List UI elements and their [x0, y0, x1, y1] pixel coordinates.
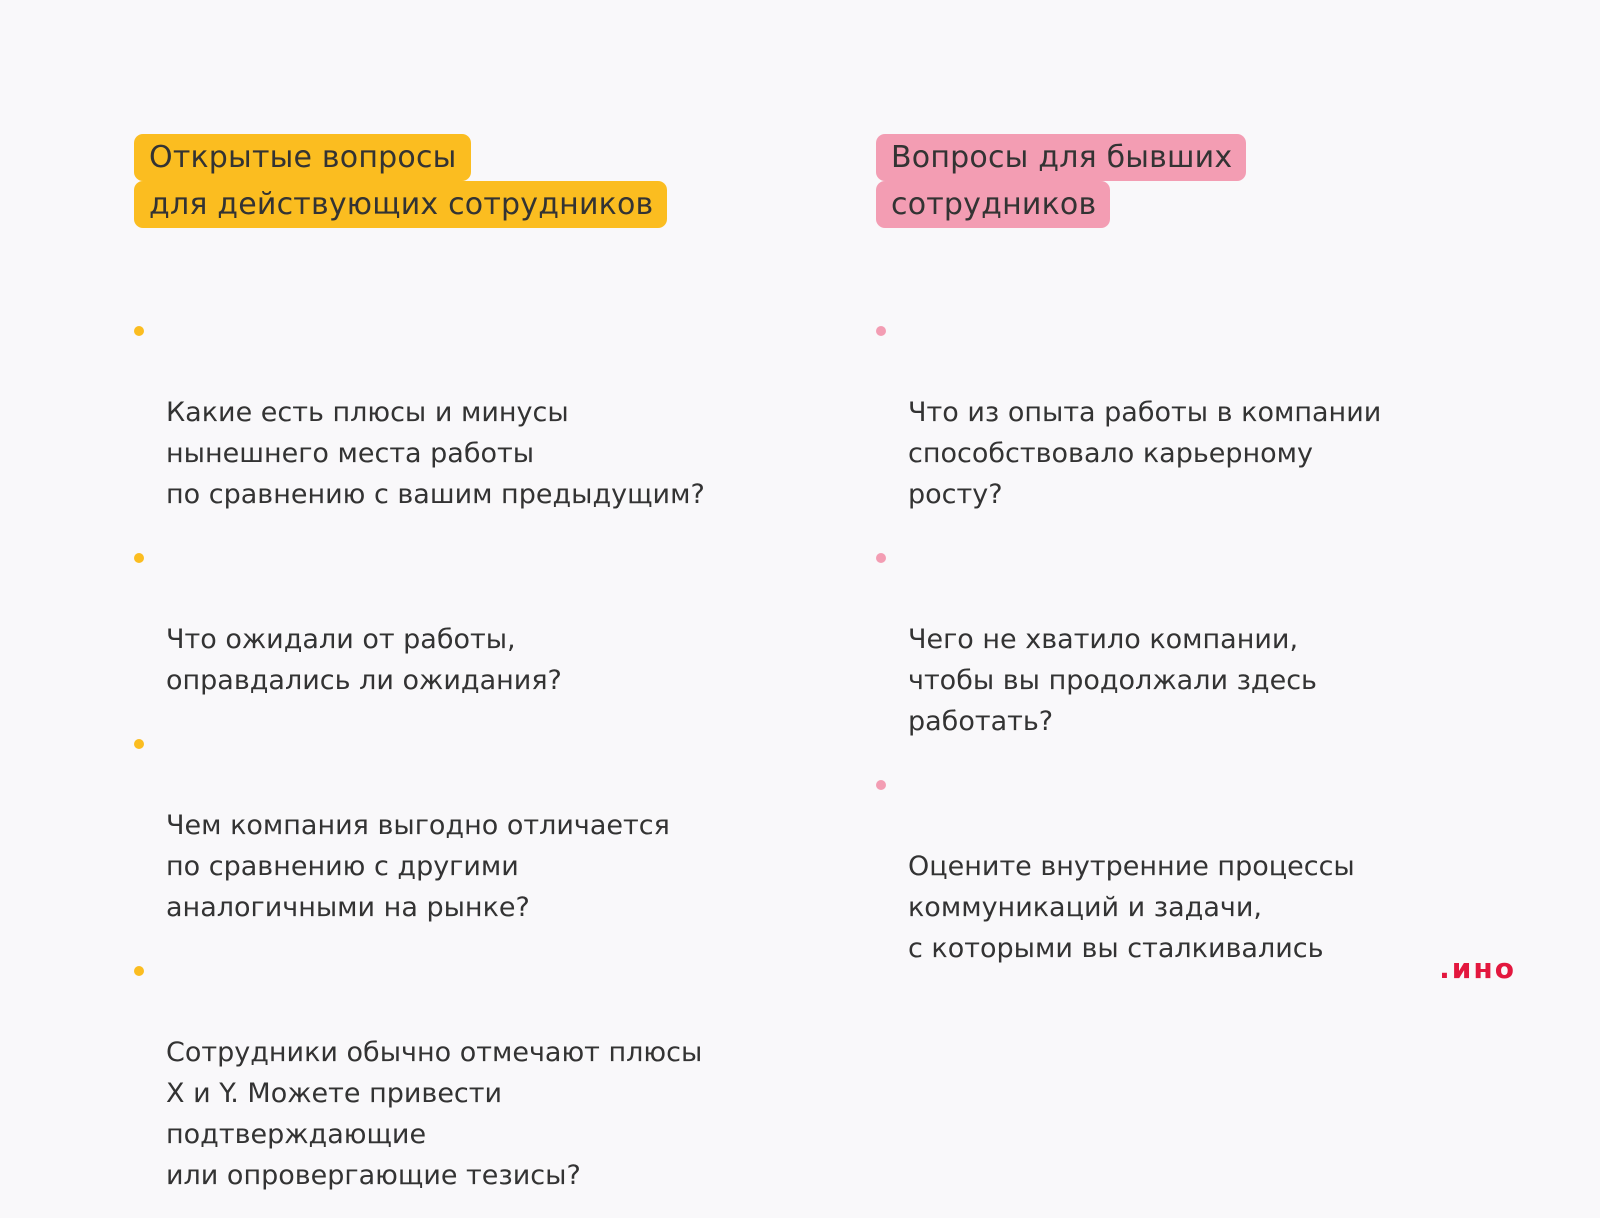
list-item	[134, 723, 705, 928]
bullet-dot-icon	[876, 553, 886, 563]
bullet-dot-icon	[876, 780, 886, 790]
list-item	[134, 950, 705, 1196]
current-employees-question-list	[134, 310, 705, 1218]
question-text: Что из опыта работы в компании способствовало карьерному росту?	[908, 397, 1382, 510]
former-employees-question-list	[876, 310, 1381, 991]
bullet-dot-icon	[134, 739, 144, 749]
bullet-dot-icon	[134, 553, 144, 563]
bullet-dot-icon	[876, 326, 886, 336]
current-employees-heading	[134, 134, 794, 230]
list-item	[876, 537, 1381, 742]
current-employees-column	[134, 134, 794, 1191]
former-employees-column	[876, 134, 1516, 964]
question-text: Чем компания выгодно отличается по сравнению с другими аналогичными на рынке?	[166, 810, 670, 923]
list-item	[134, 537, 705, 701]
heading-highlight-line2: сотрудников	[876, 181, 1110, 228]
bullet-dot-icon	[134, 966, 144, 976]
question-text: Какие есть плюсы и минусы нынешнего места работы по сравнению с вашим предыдущим?	[166, 397, 705, 510]
list-item	[876, 310, 1381, 515]
question-text: Чего не хватило компании, чтобы вы продолжали здесь работать?	[908, 624, 1317, 737]
bullet-dot-icon	[134, 326, 144, 336]
question-text: Что ожидали от работы, оправдались ли ожидания?	[166, 624, 562, 696]
question-text: Сотрудники обычно отмечают плюсы X и Y. Можете привести подтверждающие или опровергающие тезисы?	[166, 1037, 703, 1191]
list-item	[134, 310, 705, 515]
heading-highlight-line2: для действующих сотрудников	[134, 181, 667, 228]
ino-logo: .ино	[1439, 952, 1516, 985]
former-employees-heading	[876, 134, 1516, 230]
heading-highlight-line1: Вопросы для бывших	[876, 134, 1246, 181]
heading-highlight-line1: Открытые вопросы	[134, 134, 471, 181]
list-item	[876, 764, 1381, 969]
question-text: Оцените внутренние процессы коммуникаций и задачи, с которыми вы сталкивались	[908, 851, 1355, 964]
